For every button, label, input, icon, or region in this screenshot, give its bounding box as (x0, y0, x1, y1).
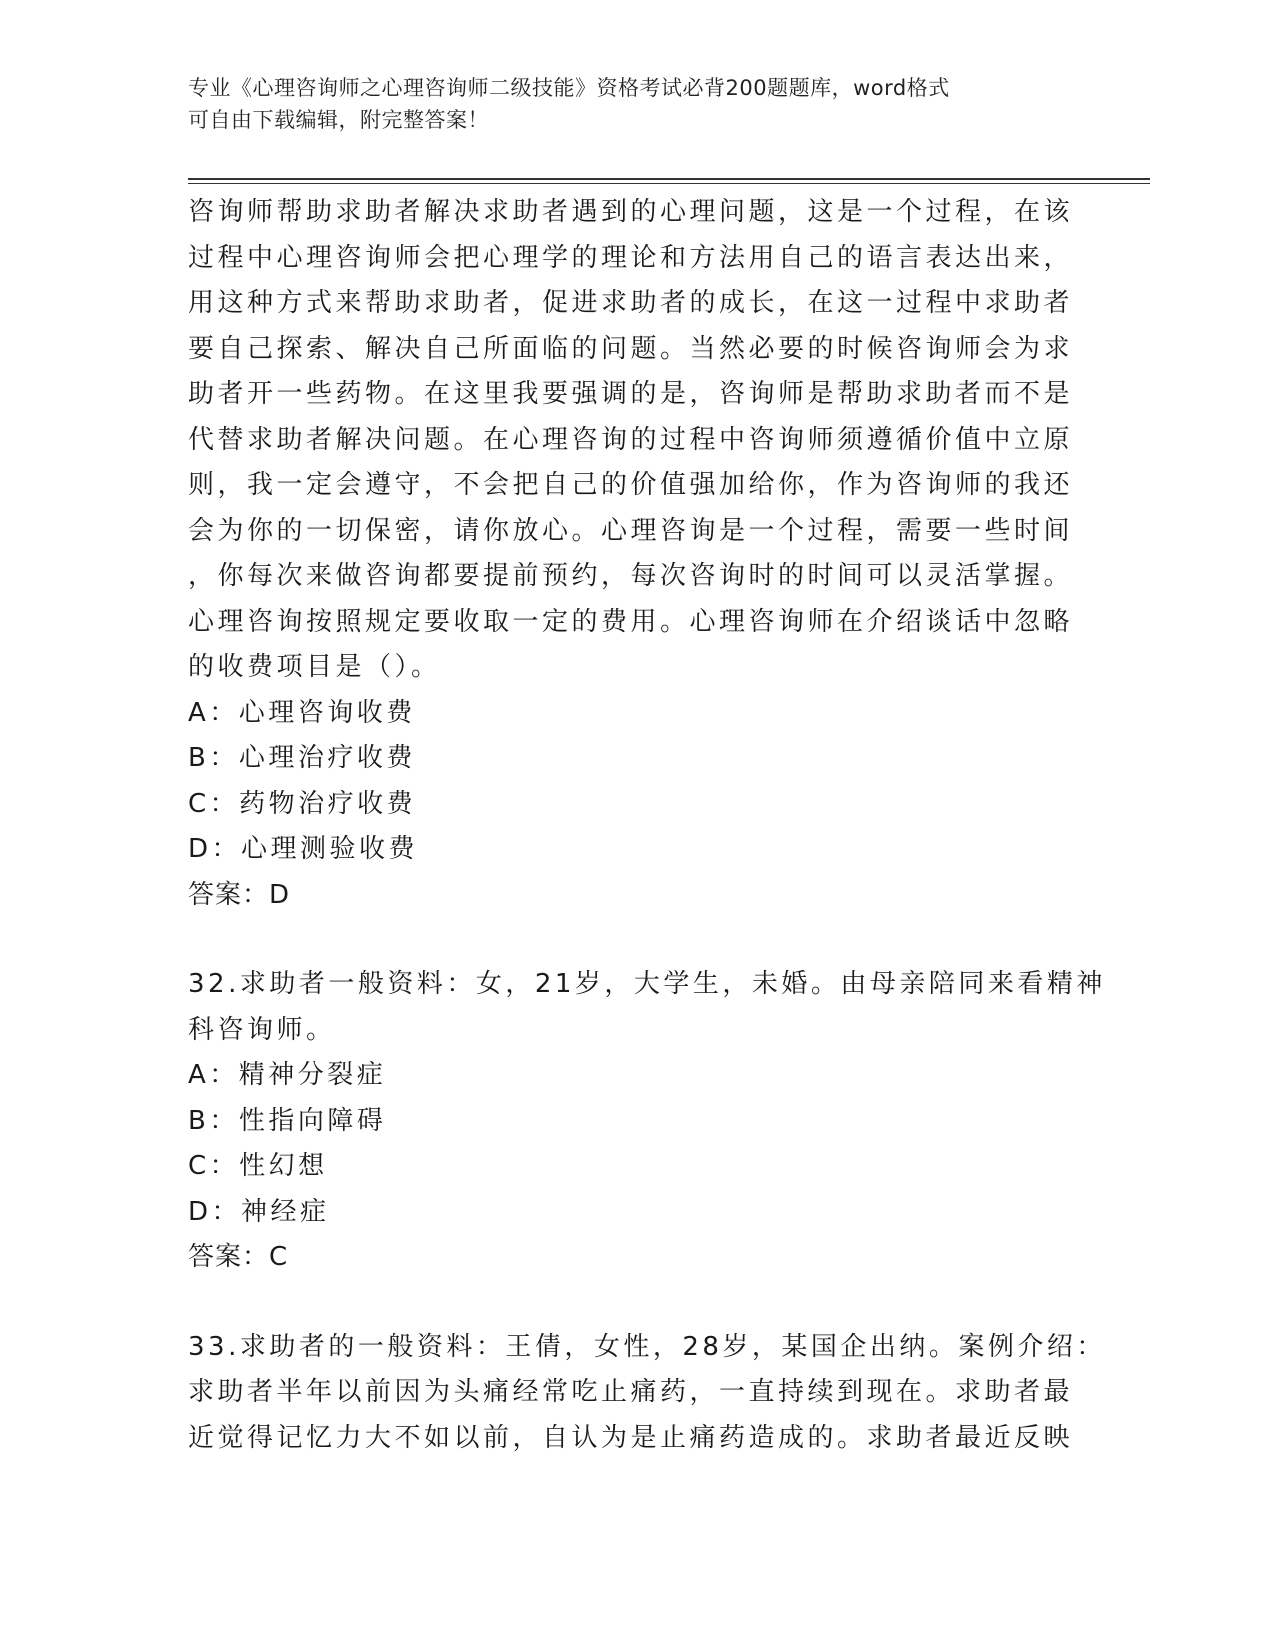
question-33-line: 求助者半年以前因为头痛经常吃止痛药，一直持续到现在。求助者最 (188, 1377, 1074, 1407)
question-31-line: 代替求助者解决问题。在心理咨询的过程中咨询师须遵循价值中立原 (188, 424, 1074, 455)
question-32 (188, 962, 1106, 1281)
question-32-line: 科咨询师。 (188, 1014, 336, 1045)
spacer (188, 1281, 1088, 1325)
question-31-line: 用这种方式来帮助求助者，促进求助者的成长，在这一过程中求助者 (188, 288, 1074, 318)
option-d: D：神经症 (188, 1196, 330, 1227)
question-31-line: 咨询师帮助求助者解决求助者遇到的心理问题，这是一个过程，在该 (188, 197, 1074, 227)
question-33-line: 近觉得记忆力大不如以前，自认为是止痛药造成的。求助者最近反映 (188, 1422, 1074, 1453)
question-31-line: 心理咨询按照规定要收取一定的费用。心理咨询师在介绍谈话中忽略 (188, 606, 1074, 637)
document-body (188, 190, 1106, 1461)
question-31-line: 过程中心理咨询师会把心理学的理论和方法用自己的语言表达出来， (188, 242, 1074, 273)
question-33 (188, 1325, 1106, 1462)
header-divider (188, 178, 1150, 184)
question-31-line: 助者开一些药物。在这里我要强调的是，咨询师是帮助求助者而不是 (188, 379, 1074, 409)
question-31-line: 的收费项目是（）。 (188, 652, 441, 682)
answer-32: 答案：C (188, 1242, 289, 1272)
option-a: A：精神分裂症 (188, 1060, 387, 1090)
question-31-line: 要自己探索、解决自己所面临的问题。当然必要的时候咨询师会为求 (188, 333, 1074, 364)
answer-31: 答案：D (188, 879, 291, 910)
question-32-line: 32.求助者一般资料：女，21岁，大学生，未婚。由母亲陪同来看精神 (188, 969, 1106, 999)
option-a: A：心理咨询收费 (188, 697, 416, 728)
option-c: C：性幻想 (188, 1151, 328, 1181)
option-b: B：心理治疗收费 (188, 743, 416, 773)
question-33-line: 33.求助者的一般资料：王倩，女性，28岁，某国企出纳。案例介绍： (188, 1331, 1106, 1362)
question-31-line: 则，我一定会遵守，不会把自己的价值强加给你，作为咨询师的我还 (188, 470, 1074, 500)
spacer (188, 918, 1088, 962)
option-b: B：性指向障碍 (188, 1105, 387, 1136)
header-line-1: 专业《心理咨询师之心理咨询师二级技能》资格考试必背200题题库，word格式 (188, 76, 950, 100)
option-c: C：药物治疗收费 (188, 788, 417, 819)
question-31-line: ，你每次来做咨询都要提前预约，每次咨询时的时间可以灵活掌握。 (188, 561, 1074, 591)
page-header (188, 72, 1068, 136)
header-line-2: 可自由下载编辑，附完整答案！ (188, 108, 489, 132)
question-31 (188, 190, 1088, 918)
option-d: D：心理测验收费 (188, 834, 419, 864)
question-31-line: 会为你的一切保密，请你放心。心理咨询是一个过程，需要一些时间 (188, 515, 1074, 546)
